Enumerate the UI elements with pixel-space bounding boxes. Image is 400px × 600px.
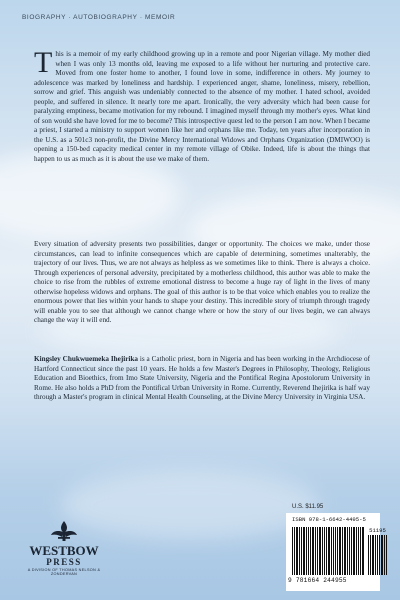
barcode-bar bbox=[308, 527, 309, 575]
ean-bars bbox=[292, 527, 364, 575]
barcode-bar bbox=[312, 527, 314, 575]
barcode-bar bbox=[294, 527, 295, 575]
barcode-bar bbox=[368, 535, 369, 575]
barcode-bar bbox=[322, 527, 323, 575]
price-addon bbox=[368, 527, 387, 575]
barcode-bar bbox=[342, 527, 343, 575]
barcode-bar bbox=[372, 535, 374, 575]
barcode-bar bbox=[331, 527, 332, 575]
barcode-bar bbox=[386, 535, 387, 575]
barcode-bar bbox=[328, 527, 330, 575]
barcode-bar bbox=[351, 527, 352, 575]
barcode-bars bbox=[292, 527, 387, 575]
drop-cap: T bbox=[34, 46, 53, 79]
isbn-number: ISBN 978-1-6642-4495-5 bbox=[292, 516, 366, 523]
barcode-bar bbox=[310, 527, 311, 575]
barcode-bar bbox=[377, 535, 378, 575]
barcode-bar bbox=[339, 527, 341, 575]
intro-paragraph bbox=[34, 46, 370, 164]
addon-bars bbox=[368, 535, 387, 575]
barcode-bar bbox=[356, 527, 357, 575]
barcode-bar bbox=[337, 527, 338, 575]
price-label: U.S. $11.95 bbox=[292, 504, 324, 510]
barcode-bar bbox=[379, 535, 380, 575]
bio-text: is a Catholic priest, born in Nigeria and has been working in the Archdiocese of Hartford Connecticut since the past 10 years. He holds a few Master's Degrees in Philosophy, Theology, Religious Education and Bioethics, from Imo State University, Nigeria and the Pontifical Regina Apostolorum University in Rome. He also holds a PhD from the Pontifical Urban University in Rome. Currently, Reverend Ihejirika is half way through a Master's program in clinical Mental Health Counseling, at the Divine Mercy University in Virginia USA. bbox=[34, 355, 370, 401]
barcode-bar bbox=[358, 527, 359, 575]
barcode-bar bbox=[315, 527, 316, 575]
barcode bbox=[286, 513, 386, 591]
barcode-bar bbox=[292, 527, 293, 575]
publisher-name: WESTBOW bbox=[29, 543, 99, 558]
barcode-bar bbox=[333, 527, 334, 575]
barcode-bar bbox=[349, 527, 350, 575]
publisher-press: PRESS bbox=[46, 557, 82, 567]
barcode-bar bbox=[347, 527, 348, 575]
barcode-bar bbox=[360, 527, 361, 575]
barcode-bar bbox=[324, 527, 325, 575]
barcode-bar bbox=[335, 527, 336, 575]
barcode-bar bbox=[317, 527, 318, 575]
barcode-bar bbox=[353, 527, 355, 575]
barcode-bar bbox=[370, 535, 371, 575]
barcode-bar bbox=[384, 535, 385, 575]
author-bio bbox=[34, 355, 370, 403]
adversity-paragraph: Every situation of adversity presents two possibilities, danger or opportunity. The choices we make, under those circumstances, can lead to infinite consequences which are capable of determining, sometimes unalterably, the trajectory of our lives. Thus, we are not always as helpless as we sometimes like to think. There is always a choice. Through experiences of personal adversity, precipitated by a motherless childhood, this author was able to make the choice to rise from the rubbles of extreme emotional distress to become a huge ray of light in the lives of many otherwise hopeless widows and orphans. The goal of this author is to be that voice which enables you to realize the enormous power that lies within your hands to shape your destiny. This incredible story of triumph through tragedy will enable you to see that although we cannot change where or how the story of our lives begin, we can always change the way it will end. bbox=[34, 240, 370, 324]
barcode-bar bbox=[375, 535, 376, 575]
barcode-bar bbox=[303, 527, 305, 575]
barcode-bar bbox=[344, 527, 346, 575]
publisher-logo bbox=[18, 520, 110, 576]
barcode-bar bbox=[301, 527, 302, 575]
barcode-bar bbox=[296, 527, 298, 575]
addon-number: 51195 bbox=[369, 527, 386, 534]
barcode-bar bbox=[362, 527, 364, 575]
barcode-bar bbox=[319, 527, 321, 575]
barcode-digits: 9 781664 244955 bbox=[288, 577, 347, 584]
barcode-bar bbox=[306, 527, 307, 575]
author-name: Kingsley Chukwuemeka Ihejirika bbox=[34, 355, 138, 363]
category-line: BIOGRAPHY · AUTOBIOGRAPHY · MEMOIR bbox=[22, 14, 176, 21]
barcode-bar bbox=[299, 527, 300, 575]
barcode-bar bbox=[381, 535, 383, 575]
barcode-bar bbox=[326, 527, 327, 575]
westbow-fleur-icon bbox=[49, 520, 79, 542]
publisher-tagline: A DIVISION OF THOMAS NELSON & ZONDERVAN bbox=[27, 568, 101, 576]
intro-text: his is a memoir of my early childhood growing up in a remote and poor Nigerian village. My mother died when I was only 13 months old, leaving me exposed to a life without her nurturing and protective care. Moved from one foster home to another, I found love in some, indifference in others. My journey to adolescence was marked by loneliness and hardship. I experienced anger, shame, loneliness, misery, rebellion, sorrow and grief. This anguish was undeniably connected to the absence of my mother. I hated school, avoided people, and suffered in silence. It nearly tore me apart. Ironically, the very adversity which had been cause for paralyzing emptiness, became motivation for my rebound. I imagined myself through my mother's eyes. What kind of son would she have loved for me to become? This introspective quest led to the person I am now. When I became a priest, I started a ministry to support women like her and orphans like me. Today, ten years after incorporation in the U.S. as a 501c3 non-profit, the Divine Mercy International Widows and Orphans Organization (DMIWOO) is opening a 150-bed capacity medical center in my remote village of Obike. Indeed, life is about the things that happen to us as much as it is about the use we make of them. bbox=[34, 50, 370, 163]
